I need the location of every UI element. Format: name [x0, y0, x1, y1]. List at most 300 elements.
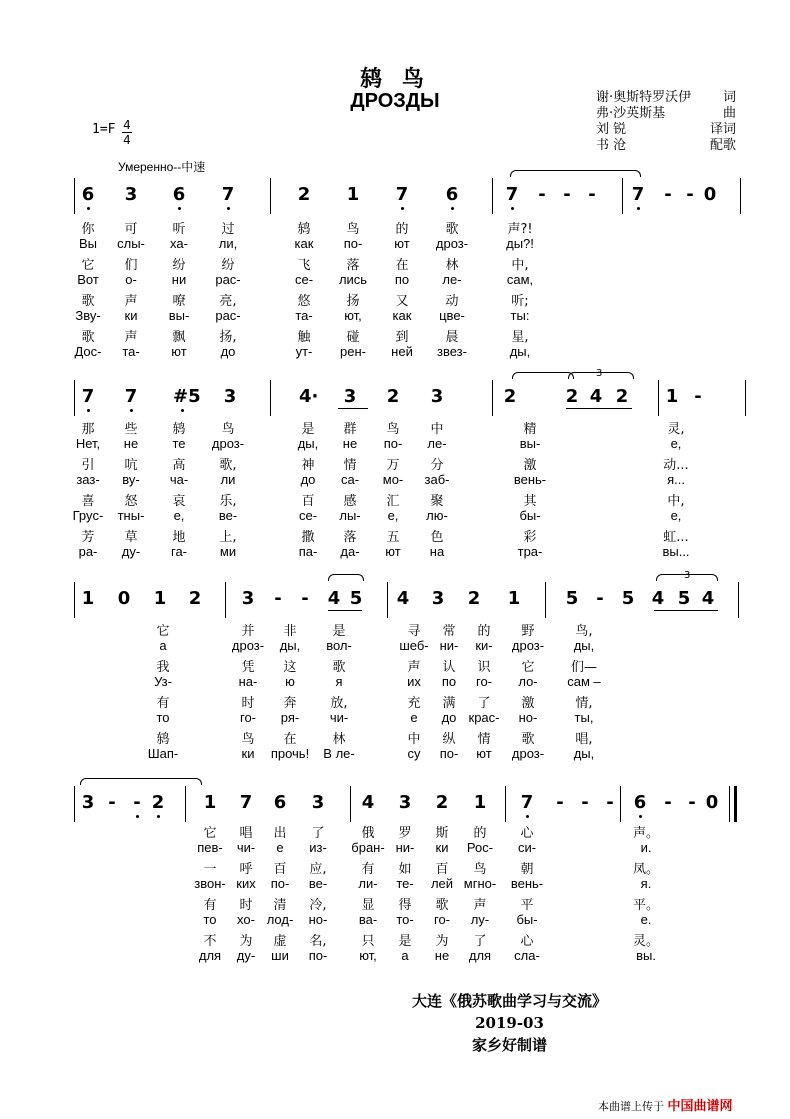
lyric-syllable: мо- — [382, 472, 404, 487]
lyric-syllable: го- — [475, 674, 492, 689]
lyric-syllable: 声 — [473, 898, 487, 913]
lyric-row-russian — [0, 710, 790, 728]
octave-dot-low — [87, 207, 90, 210]
lyric-row-russian — [0, 272, 790, 290]
lyric-syllable: 歌 — [81, 294, 95, 309]
lyric-syllable: 晨 — [445, 330, 459, 345]
lyric-syllable: пев- — [197, 840, 223, 855]
lyric-syllable: ни- — [395, 840, 415, 855]
lyric-syllable: па- — [298, 544, 318, 559]
lyric-syllable: 五 — [386, 530, 400, 545]
lyric-syllable: мгно- — [463, 876, 497, 891]
note: 7 — [124, 386, 138, 407]
lyric-syllable: Нет, — [75, 436, 101, 451]
lyric-row-chinese — [0, 326, 790, 344]
octave-dot-low — [526, 815, 529, 818]
lyric-syllable: то- — [396, 912, 414, 927]
lyric-syllable: 万 — [386, 458, 400, 473]
note: 2 — [467, 588, 481, 609]
note: #5 — [173, 386, 201, 407]
lyric-syllable: 是 — [332, 624, 346, 639]
lyric-syllable: для — [198, 948, 222, 963]
lyric-syllable: цве- — [439, 308, 465, 323]
lyric-syllable: 常 — [442, 624, 456, 639]
lyric-syllable: Дос- — [74, 344, 102, 359]
lyric-syllable: 的 — [477, 624, 491, 639]
note: 5 — [677, 588, 691, 609]
lyric-syllable: до — [441, 710, 457, 725]
lyric-syllable: 俄 — [361, 826, 375, 841]
lyric-syllable: тра- — [517, 544, 543, 559]
lyric-syllable: 心 — [520, 934, 534, 949]
lyric-syllable: ни- — [439, 638, 459, 653]
lyric-syllable: 平。 — [632, 898, 659, 913]
lyric-row-russian — [0, 544, 790, 562]
octave-dot-low — [136, 815, 139, 818]
barline — [492, 178, 493, 214]
lyric-row-russian — [0, 912, 790, 930]
lyric-syllable: 歌 — [81, 330, 95, 345]
arranger-signature: 大连《俄苏歌曲学习与交流》 2019-03 家乡好制谱 — [412, 992, 608, 1054]
lyric-syllable: бы- — [516, 912, 538, 927]
lyric-syllable: е, — [670, 508, 682, 523]
lyric-syllable: не — [434, 948, 450, 963]
note: 3 — [124, 184, 138, 205]
lyric-syllable: 显 — [361, 898, 375, 913]
lyric-syllable: 分 — [430, 458, 444, 473]
lyric-syllable: 清 — [273, 898, 287, 913]
lyric-syllable: 声?! — [507, 222, 533, 237]
beam-underline — [328, 610, 362, 611]
note: 1 — [665, 386, 679, 407]
lyric-syllable: са- — [340, 472, 360, 487]
lyric-syllable: 唱 — [239, 826, 253, 841]
octave-dot-low — [511, 207, 514, 210]
lyric-syllable: 认 — [442, 660, 456, 675]
lyric-syllable: 鸟, — [575, 624, 593, 639]
lyric-syllable: 声 — [124, 294, 138, 309]
footer-watermark: 本曲谱上传于 中国曲谱网 — [598, 1099, 733, 1114]
lyric-syllable: ра- — [78, 544, 98, 559]
note: 0 — [705, 792, 719, 813]
lyric-syllable: 名, — [309, 934, 327, 949]
lyric-syllable: ды, — [279, 638, 301, 653]
lyric-syllable: тны- — [117, 508, 145, 523]
lyric-syllable: 聚 — [430, 494, 444, 509]
lyric-syllable: 有 — [361, 862, 375, 877]
lyric-syllable: 在 — [283, 732, 297, 747]
note: 3 — [398, 792, 412, 813]
octave-dot-low — [178, 207, 181, 210]
lyric-syllable: ве- — [308, 876, 328, 891]
lyric-syllable: ву- — [122, 472, 140, 487]
lyric-syllable: 些 — [124, 422, 138, 437]
lyric-syllable: 动 — [445, 294, 459, 309]
lyric-syllable: 碰 — [346, 330, 360, 345]
lyric-syllable: 动... — [663, 458, 689, 473]
lyric-syllable: ты: — [510, 308, 530, 323]
lyric-syllable: 我 — [156, 660, 170, 675]
lyric-syllable: 激 — [521, 696, 535, 711]
lyric-syllable: ют — [385, 544, 401, 559]
lyric-syllable: 满 — [442, 696, 456, 711]
lyric-syllable: 落 — [346, 258, 360, 273]
lyric-syllable: 有 — [156, 696, 170, 711]
note: - — [538, 184, 546, 205]
lyric-syllable: дроз- — [435, 236, 469, 251]
barline — [622, 178, 623, 214]
lyric-syllable: но- — [308, 912, 328, 927]
lyric-syllable: 星, — [511, 330, 529, 345]
lyric-syllable: 的 — [473, 826, 487, 841]
lyric-syllable: 冷, — [309, 898, 327, 913]
lyric-syllable: ю — [285, 674, 295, 689]
note: 7 — [520, 792, 534, 813]
lyric-syllable: на — [429, 544, 445, 559]
lyric-syllable: 扬 — [346, 294, 360, 309]
lyric-syllable: ты, — [574, 710, 594, 725]
lyric-syllable: 听; — [511, 294, 529, 309]
note: 6 — [273, 792, 287, 813]
barline — [545, 582, 546, 618]
lyric-syllable: ми — [219, 544, 237, 559]
note: - — [556, 792, 564, 813]
lyric-syllable: 鸫 — [156, 732, 170, 747]
note: - — [563, 184, 571, 205]
lyric-syllable: до — [300, 472, 316, 487]
lyric-syllable: 上, — [219, 530, 237, 545]
lyric-syllable: 地 — [172, 530, 186, 545]
lyric-syllable: 凭 — [241, 660, 255, 675]
lyric-syllable: 精 — [523, 422, 537, 437]
lyric-syllable: 心 — [520, 826, 534, 841]
lyric-syllable: 吭 — [124, 458, 138, 473]
lyric-syllable: 引 — [81, 458, 95, 473]
lyric-row-chinese — [0, 620, 790, 638]
lyric-syllable: чи- — [236, 840, 256, 855]
lyric-syllable: ло- — [518, 674, 538, 689]
lyric-syllable: я — [335, 674, 343, 689]
lyric-syllable: 草 — [124, 530, 138, 545]
lyric-syllable: прочь! — [270, 746, 310, 761]
lyric-syllable: крас- — [468, 710, 500, 725]
lyric-syllable: е, — [387, 508, 399, 523]
lyric-syllable: 一 — [203, 862, 217, 877]
lyric-syllable: ча- — [169, 472, 189, 487]
lyric-syllable: 是 — [398, 934, 412, 949]
lyric-syllable: е, — [670, 436, 682, 451]
lyric-syllable: 歌 — [521, 732, 535, 747]
lyric-row-russian — [0, 308, 790, 326]
lyric-syllable: сам – — [567, 674, 601, 689]
lyric-syllable: 并 — [241, 624, 255, 639]
lyric-syllable: 林 — [332, 732, 346, 747]
lyric-syllable: чи- — [329, 710, 349, 725]
beam-underline — [566, 408, 632, 409]
barline — [745, 380, 746, 416]
note: 4· — [299, 386, 319, 407]
lyric-syllable: ве- — [218, 508, 238, 523]
lyric-syllable: 它 — [521, 660, 535, 675]
note: - — [664, 184, 672, 205]
note: 6 — [633, 792, 647, 813]
credit-lyricist: 谢·奥斯特罗沃伊 词 — [596, 90, 736, 105]
lyric-syllable: 野 — [521, 624, 535, 639]
note: 2 — [151, 792, 165, 813]
lyric-syllable: 是 — [301, 422, 315, 437]
key-signature: 1=F — [92, 122, 116, 137]
lyric-syllable: 撒 — [301, 530, 315, 545]
lyric-syllable: бран- — [351, 840, 385, 855]
lyric-syllable: 悠 — [297, 294, 311, 309]
triplet-mark: 3 — [596, 368, 603, 379]
lyric-syllable: е — [410, 710, 418, 725]
lyric-syllable: 汇 — [386, 494, 400, 509]
lyric-syllable: 鸟 — [241, 732, 255, 747]
lyric-syllable: вень- — [510, 876, 544, 891]
lyric-syllable: 如 — [398, 862, 412, 877]
lyric-syllable: по- — [439, 746, 459, 761]
note: 1 — [153, 588, 167, 609]
lyric-syllable: ва- — [358, 912, 378, 927]
lyric-syllable: 只 — [361, 934, 375, 949]
lyric-syllable: лу- — [470, 912, 490, 927]
note: 4 — [396, 588, 410, 609]
note: - — [596, 588, 604, 609]
slur — [328, 574, 364, 581]
lyric-syllable: 为 — [239, 934, 253, 949]
lyric-syllable: 歌 — [445, 222, 459, 237]
lyric-syllable: 它 — [203, 826, 217, 841]
lyric-syllable: рен- — [340, 344, 366, 359]
lyric-syllable: 可 — [124, 222, 138, 237]
octave-dot-low — [401, 207, 404, 210]
lyric-syllable: 落 — [343, 530, 357, 545]
lyric-syllable: та- — [122, 344, 140, 359]
lyric-syllable: 奔 — [283, 696, 297, 711]
barline — [74, 582, 75, 618]
lyric-syllable: ют, — [344, 308, 362, 323]
lyric-syllable: го- — [433, 912, 450, 927]
lyric-row-chinese — [0, 728, 790, 746]
lyric-syllable: 色 — [430, 530, 444, 545]
octave-dot-low — [227, 207, 230, 210]
lyric-syllable: 中, — [667, 494, 685, 509]
lyric-row-russian — [0, 638, 790, 656]
lyric-syllable: звез- — [437, 344, 467, 359]
lyric-row-russian — [0, 948, 790, 966]
lyric-syllable: вы. — [636, 948, 656, 963]
lyric-syllable: е. — [640, 912, 652, 927]
lyric-syllable: 情 — [477, 732, 491, 747]
lyric-syllable: как — [294, 236, 314, 251]
lyric-syllable: и. — [640, 840, 652, 855]
lyric-syllable: 鸫 — [172, 422, 186, 437]
lyric-syllable: бы- — [519, 508, 541, 523]
lyric-syllable: 群 — [343, 422, 357, 437]
lyric-syllable: 中 — [407, 732, 421, 747]
lyric-syllable: 得 — [398, 898, 412, 913]
lyric-syllable: 过 — [221, 222, 235, 237]
note: 5 — [565, 588, 579, 609]
staff-line-1 — [0, 178, 790, 212]
lyric-syllable: 非 — [283, 624, 297, 639]
lyric-syllable: вень- — [513, 472, 547, 487]
lyric-syllable: су — [407, 746, 421, 761]
staff-line-4 — [0, 786, 790, 820]
note: 4 — [589, 386, 603, 407]
lyric-syllable: на- — [238, 674, 258, 689]
lyric-syllable: Зву- — [75, 308, 101, 323]
note: 7 — [631, 184, 645, 205]
lyric-syllable: 灵, — [667, 422, 685, 437]
note: 7 — [395, 184, 409, 205]
lyric-syllable: 到 — [395, 330, 409, 345]
lyric-syllable: 感 — [343, 494, 357, 509]
lyric-syllable: вы- — [519, 436, 541, 451]
lyric-syllable: хо- — [237, 912, 255, 927]
lyric-syllable: 鸟 — [386, 422, 400, 437]
lyric-syllable: 林 — [445, 258, 459, 273]
barline — [270, 380, 271, 416]
lyric-row-russian — [0, 344, 790, 362]
lyric-syllable: ды?! — [506, 236, 534, 251]
lyric-syllable: 你 — [81, 222, 95, 237]
lyric-syllable: лод- — [266, 912, 294, 927]
lyric-syllable: лы- — [339, 508, 361, 523]
lyric-syllable: 哀 — [172, 494, 186, 509]
beam-underline — [338, 408, 368, 409]
lyric-syllable: 纷 — [221, 258, 235, 273]
lyric-syllable: по — [441, 674, 457, 689]
lyric-syllable: го- — [239, 710, 256, 725]
lyric-syllable: ха- — [170, 236, 188, 251]
lyric-syllable: 出 — [273, 826, 287, 841]
slur — [510, 170, 641, 177]
lyric-syllable: ют — [394, 236, 410, 251]
time-signature: 4 4 — [123, 118, 131, 147]
lyric-syllable: лю- — [426, 508, 448, 523]
lyric-syllable: 激 — [523, 458, 537, 473]
lyric-syllable: 有 — [203, 898, 217, 913]
note: 2 — [615, 386, 629, 407]
credits-block — [596, 90, 736, 154]
triplet-mark: 3 — [684, 570, 691, 581]
lyric-syllable: 虹... — [663, 530, 689, 545]
lyric-syllable: дроз- — [511, 746, 545, 761]
lyric-syllable: 百 — [273, 862, 287, 877]
lyric-row-chinese — [0, 218, 790, 236]
note: 4 — [327, 588, 341, 609]
lyric-syllable: а — [159, 638, 167, 653]
note: 3 — [81, 792, 95, 813]
song-title-russian: ДРОЗДЫ — [350, 90, 440, 112]
credit-composer: 弗·沙英斯基 曲 — [596, 106, 736, 121]
lyric-syllable: ли- — [358, 876, 378, 891]
note: 3 — [311, 792, 325, 813]
lyric-syllable: 又 — [395, 294, 409, 309]
lyric-syllable: 百 — [435, 862, 449, 877]
lyric-syllable: се- — [298, 508, 318, 523]
lyric-syllable: Рос- — [466, 840, 494, 855]
lyric-syllable: 芳 — [81, 530, 95, 545]
lyric-row-chinese — [0, 656, 790, 674]
note: 1 — [203, 792, 217, 813]
note: 7 — [505, 184, 519, 205]
barline — [492, 380, 493, 416]
lyric-syllable: 嘹 — [172, 294, 186, 309]
lyric-syllable: сам, — [506, 272, 534, 287]
lyric-syllable: 彩 — [523, 530, 537, 545]
note: - — [588, 184, 596, 205]
barline — [658, 380, 659, 416]
lyric-syllable: 灵。 — [632, 934, 659, 949]
lyric-syllable: 纷 — [172, 258, 186, 273]
credit-arranger: 书 沧 配歌 — [596, 138, 736, 153]
lyric-syllable: е, — [173, 508, 185, 523]
lyric-syllable: ли — [220, 472, 236, 487]
lyric-syllable: Шап- — [147, 746, 179, 761]
barline — [74, 178, 75, 214]
lyric-syllable: 飞 — [297, 258, 311, 273]
lyric-syllable: 鸟 — [221, 422, 235, 437]
lyric-syllable: 的 — [395, 222, 409, 237]
note: 5 — [349, 588, 363, 609]
lyric-syllable: не — [342, 436, 358, 451]
note: - — [581, 792, 589, 813]
note: 2 — [297, 184, 311, 205]
lyric-syllable: 充 — [407, 696, 421, 711]
lyric-row-chinese — [0, 894, 790, 912]
octave-dot-low — [130, 409, 133, 412]
lyric-syllable: ют — [476, 746, 492, 761]
staff-line-2 — [0, 368, 790, 414]
lyric-syllable: для — [468, 948, 492, 963]
lyric-syllable: В ле- — [323, 746, 355, 761]
tempo-marking: Умеренно--中速 — [118, 160, 206, 174]
lyric-syllable: дроз- — [211, 436, 245, 451]
lyric-row-chinese — [0, 454, 790, 472]
lyric-row-russian — [0, 674, 790, 692]
lyric-syllable: о- — [125, 272, 137, 287]
lyric-syllable: рас- — [215, 272, 241, 287]
barline — [270, 178, 271, 214]
note: 2 — [435, 792, 449, 813]
lyric-syllable: лей — [430, 876, 454, 891]
lyric-syllable: га- — [170, 544, 187, 559]
barline — [740, 178, 741, 214]
lyric-syllable: но- — [518, 710, 538, 725]
lyric-syllable: заб- — [424, 472, 450, 487]
lyric-syllable: ле- — [427, 436, 447, 451]
lyric-syllable: 声 — [124, 330, 138, 345]
slur — [80, 778, 202, 785]
lyric-syllable: 情, — [575, 696, 593, 711]
lyric-syllable: ют — [171, 344, 187, 359]
lyric-syllable: 为 — [435, 934, 449, 949]
note: 6 — [81, 184, 95, 205]
note: 2 — [565, 386, 579, 407]
note: - — [301, 588, 309, 609]
lyric-syllable: 虚 — [273, 934, 287, 949]
lyric-syllable: 们 — [124, 258, 138, 273]
note: 2 — [188, 588, 202, 609]
lyric-syllable: а — [401, 948, 409, 963]
lyric-syllable: 识 — [477, 660, 491, 675]
note: - — [664, 792, 672, 813]
lyric-syllable: 乐, — [219, 494, 237, 509]
song-title-chinese: 鸫 鸟 — [360, 67, 430, 92]
